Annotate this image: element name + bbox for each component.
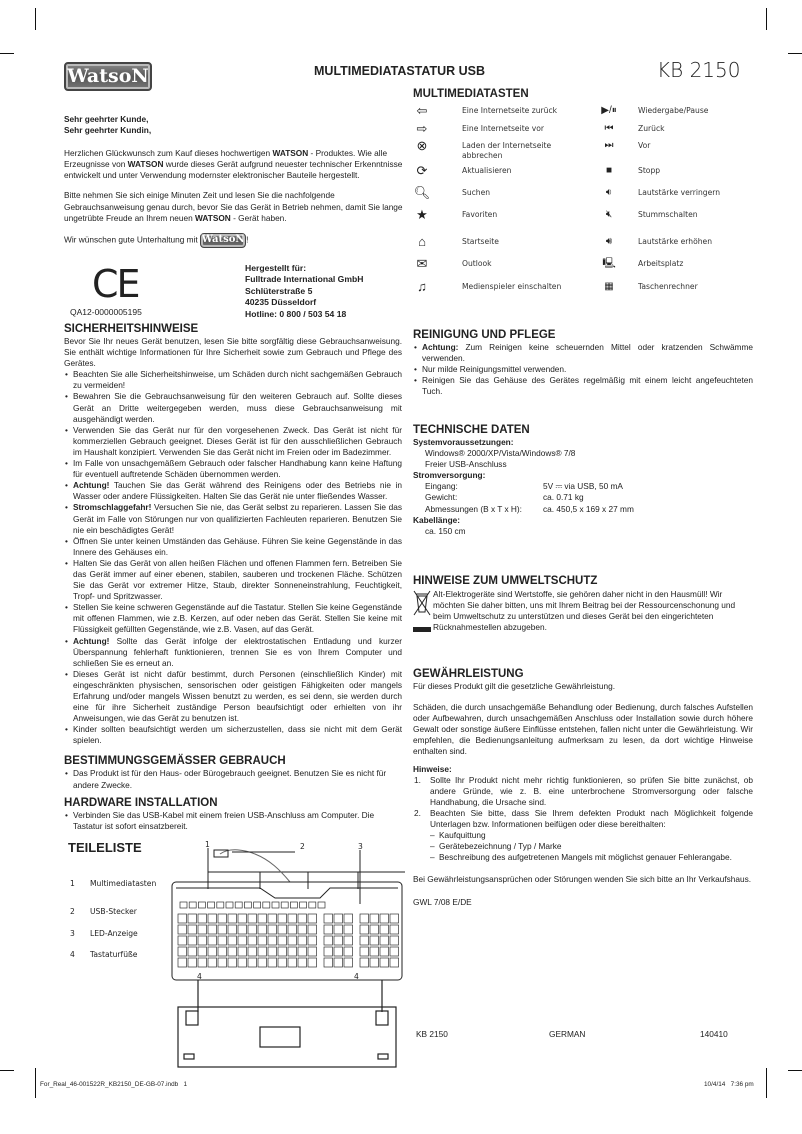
key bbox=[268, 958, 277, 967]
media-key-label: Medienspieler einschalten bbox=[462, 282, 562, 291]
key bbox=[288, 958, 297, 967]
list-item: • Stellen Sie keine schweren Gegenstände auf die Tastatur. Stellen Sie keine Gegenstände mit offenen Flammen, wie z.B. Kerzen, auf oder neben das Gerät. Stellen Sie keine mit Flüssigkeit gefüllten Gegenstände, wie z.B. Vasen, auf das Gerät. bbox=[64, 602, 402, 635]
media-key-label: Startseite bbox=[462, 237, 499, 246]
section-heading: SICHERHEITSHINWEISE bbox=[64, 323, 199, 335]
play-pause-icon: ▶/⏸ bbox=[601, 105, 617, 116]
key bbox=[198, 914, 207, 923]
media-key-label: Stummschalten bbox=[638, 210, 698, 219]
media-key-label: Stopp bbox=[638, 166, 661, 175]
key bbox=[268, 936, 277, 945]
key bbox=[218, 958, 227, 967]
list-item: • Halten Sie das Gerät von allen heißen Flächen und offenen Flammen fern. Betreiben Sie das Gerät immer auf einer ebenen, stabilen, sauberen und trockenen Fläche. Schützen Sie das Gerät vor extremer Hitze, Staub, direkter Sonneneinstrahlung, Feuchtigkeit, Tropf- und Spritzwasser. bbox=[64, 558, 402, 602]
greeting: Sehr geehrter Kunde, bbox=[64, 114, 149, 124]
left-column-flow bbox=[64, 323, 402, 1072]
key bbox=[390, 958, 399, 967]
greeting: Sehr geehrter Kundin, bbox=[64, 125, 152, 136]
list-item: • Achtung! Tauchen Sie das Gerät während des Reinigens oder des Betriebs nie in Wasser oder andere Flüssigkeiten. Halten Sie das Gerät nie unter fließendes Wasser. bbox=[64, 480, 402, 502]
key bbox=[370, 914, 379, 923]
list-item: • Nur milde Reinigungsmittel verwenden. bbox=[413, 364, 753, 375]
key bbox=[188, 958, 197, 967]
spec-label: Systemvoraussetzungen: bbox=[413, 437, 514, 447]
key bbox=[244, 902, 251, 908]
callout-label: 3 bbox=[358, 841, 363, 851]
usb-cable bbox=[220, 850, 290, 882]
key bbox=[278, 958, 287, 967]
section-heading: MULTIMEDIATASTEN bbox=[413, 88, 529, 100]
key bbox=[309, 902, 316, 908]
parts-list bbox=[64, 840, 402, 1072]
key bbox=[188, 925, 197, 934]
key bbox=[324, 914, 333, 923]
callout-label: 2 bbox=[300, 841, 305, 851]
key bbox=[360, 958, 369, 967]
safety-list bbox=[64, 369, 402, 746]
calculator-icon: ▦ bbox=[604, 281, 614, 292]
key bbox=[298, 958, 307, 967]
part-number: 4 bbox=[70, 949, 75, 959]
music-note-icon: ♫ bbox=[417, 279, 427, 294]
key bbox=[263, 902, 270, 908]
print-slug-date: 10/4/14 7:36 pm bbox=[704, 1081, 754, 1088]
part-label: Tastaturfüße bbox=[90, 949, 138, 959]
key bbox=[248, 947, 257, 956]
media-keys-table bbox=[412, 103, 757, 306]
watson-logo-small: WatsoN bbox=[200, 233, 246, 248]
crop-mark bbox=[788, 1070, 802, 1071]
key bbox=[188, 914, 197, 923]
crop-mark bbox=[788, 53, 802, 54]
key bbox=[308, 936, 317, 945]
list-item: 1. Sollte Ihr Produkt nicht mehr richtig funktionieren, so prüfen Sie bitte zunächst, ob andere Gründe, wie z. B. eine unterbrochene Stromversorgung oder falsche Handhabung, die Ursache sind. bbox=[414, 774, 753, 807]
key bbox=[308, 914, 317, 923]
part-label: Multimediatasten bbox=[90, 878, 157, 888]
section-heading: HARDWARE INSTALLATION bbox=[64, 796, 218, 809]
list-item: – Beschreibung des aufgetretenen Mangels mit möglichst genauer Fehlerangabe. bbox=[430, 852, 753, 863]
key bbox=[238, 914, 247, 923]
spec-row: Gewicht: ca. 0.71 kg bbox=[425, 492, 584, 503]
key bbox=[308, 947, 317, 956]
key bbox=[370, 958, 379, 967]
technical-data-section bbox=[413, 424, 753, 537]
callout-label: 1 bbox=[205, 839, 210, 849]
key bbox=[334, 947, 343, 956]
key bbox=[228, 936, 237, 945]
callout-label: 4 bbox=[197, 971, 202, 981]
key bbox=[324, 925, 333, 934]
stop-icon: ■ bbox=[605, 165, 613, 176]
key bbox=[344, 947, 353, 956]
key bbox=[390, 936, 399, 945]
key bbox=[238, 947, 247, 956]
key bbox=[344, 958, 353, 967]
part-number: 1 bbox=[70, 878, 75, 888]
key bbox=[318, 902, 325, 908]
media-key-label: Wiedergabe/Pause bbox=[638, 106, 709, 115]
key bbox=[288, 925, 297, 934]
footer-model: KB 2150 bbox=[416, 1029, 448, 1039]
key bbox=[238, 958, 247, 967]
key bbox=[360, 936, 369, 945]
keyboard-foot-icon bbox=[376, 1011, 388, 1025]
key bbox=[288, 947, 297, 956]
media-key-label: Laden der Internetseite abbrechen bbox=[462, 141, 552, 160]
key bbox=[208, 914, 217, 923]
key bbox=[334, 925, 343, 934]
mute-icon: 🔇︎ bbox=[605, 209, 613, 220]
wish-line: Wir wünschen gute Unterhaltung mit WatsoN ! bbox=[64, 233, 404, 248]
key bbox=[360, 925, 369, 934]
volume-up-icon: 🔊︎ bbox=[605, 236, 613, 247]
intro-paragraph: Bitte nehmen Sie sich einige Minuten Zeit und lesen Sie die nachfolgende Gebrauchsanweisung genau durch, bevor Sie das Gerät in Betrieb nehmen, damit Sie lange ungetrübte Freude an Ihrem neuen WATSON - Gerät haben. bbox=[64, 190, 403, 223]
keyboard-foot-icon bbox=[186, 1011, 198, 1025]
media-key-label: Vor bbox=[638, 141, 651, 150]
list-item: • Achtung! Sollte das Gerät infolge der elektrostatischen Entladung und kurzer Überspannung fehlerhaft funktionieren, trennen Sie es von Ihrem Computer und schließen Sie es erneut an. bbox=[64, 636, 402, 669]
star-icon: ★ bbox=[416, 207, 428, 222]
section-heading: TEILELISTE bbox=[68, 839, 142, 855]
key bbox=[300, 902, 307, 908]
section-heading: GEWÄHRLEISTUNG bbox=[413, 668, 524, 680]
key bbox=[344, 914, 353, 923]
footer-code: 140410 bbox=[700, 1029, 728, 1039]
key bbox=[380, 958, 389, 967]
search-icon: 🔍︎ bbox=[413, 185, 431, 200]
key bbox=[370, 947, 379, 956]
media-key-label: Zurück bbox=[638, 124, 665, 133]
key bbox=[298, 914, 307, 923]
key bbox=[278, 936, 287, 945]
key bbox=[360, 914, 369, 923]
key bbox=[380, 925, 389, 934]
key bbox=[188, 936, 197, 945]
media-key-label: Eine Internetseite zurück bbox=[462, 106, 558, 115]
list-item: • Kinder sollten beaufsichtigt werden um sicherzustellen, dass sie nicht mit dem Gerät spielen. bbox=[64, 724, 402, 746]
media-key-label: Favoriten bbox=[462, 210, 498, 219]
crop-mark bbox=[35, 1068, 36, 1098]
key bbox=[178, 914, 187, 923]
key bbox=[198, 947, 207, 956]
manufacturer-address: Hergestellt für: Fulltrade International GmbH Schlüterstraße 5 40235 Düsseldorf Hotline: 0 800 / 503 54 18 bbox=[245, 263, 364, 319]
key bbox=[380, 936, 389, 945]
ce-mark: CE bbox=[92, 262, 139, 306]
key bbox=[258, 936, 267, 945]
key bbox=[235, 902, 242, 908]
media-key-label: Taschenrechner bbox=[638, 282, 698, 291]
key bbox=[258, 925, 267, 934]
media-key-label: Lautstärke verringern bbox=[638, 188, 721, 197]
key bbox=[268, 925, 277, 934]
cleaning-list bbox=[413, 342, 753, 397]
key bbox=[208, 925, 217, 934]
key bbox=[298, 925, 307, 934]
key bbox=[178, 958, 187, 967]
key bbox=[218, 936, 227, 945]
part-number: 2 bbox=[70, 906, 75, 916]
forward-arrow-icon: ⇨ bbox=[416, 121, 428, 136]
key bbox=[370, 936, 379, 945]
key bbox=[228, 914, 237, 923]
key bbox=[298, 947, 307, 956]
key bbox=[360, 947, 369, 956]
media-key-label: Suchen bbox=[462, 188, 491, 197]
warranty-section bbox=[413, 668, 753, 908]
key bbox=[198, 925, 207, 934]
key bbox=[288, 936, 297, 945]
key bbox=[272, 902, 279, 908]
key bbox=[178, 947, 187, 956]
weee-bin-icon bbox=[413, 590, 431, 634]
media-key-label: Arbeitsplatz bbox=[638, 259, 684, 268]
warranty-text: Schäden, die durch unsachgemäße Behandlung oder Bedienung, durch falsches Aufstellen oder Aufbewahren, durch unsachgemäßen Anschluss oder Installation sowie durch höhere Gewalt oder sonstige äußere Einflüsse entstehen, fallen nicht unter die Gewährleistung. Wir empfehlen, die Bedienungsanleitung aufmerksam zu lesen, da dort wichtige Hinweise enthalten sind. bbox=[413, 702, 753, 757]
key bbox=[188, 947, 197, 956]
refresh-icon: ⟳ bbox=[416, 163, 428, 178]
safety-intro: Bevor Sie Ihr neues Gerät benutzen, lesen Sie bitte sorgfältig diese Gebrauchsanweisung. Sie enthält wichtige Informationen für Ihre Sicherheit sowie zum Gebrauch und Pflege des Gerätes. bbox=[64, 336, 402, 369]
key bbox=[198, 958, 207, 967]
footer-language: GERMAN bbox=[549, 1029, 586, 1039]
keyboard-illustration bbox=[170, 839, 405, 1072]
model-number: KB 2150 bbox=[657, 58, 741, 82]
spec-label: Stromversorgung: bbox=[413, 470, 486, 481]
key bbox=[344, 925, 353, 934]
section-heading: REINIGUNG UND PFLEGE bbox=[413, 329, 556, 341]
list-item: 2. Beachten Sie bitte, dass Sie Ihrem defekten Produkt nach Möglichkeit folgende Unterlagen bzw. Informationen beifügen oder diese bereithalten: bbox=[414, 807, 753, 830]
spec-row: Eingang: 5V ⎓ via USB, 50 mA bbox=[425, 481, 623, 492]
list-item: – Gerätebezeichnung / Typ / Marke bbox=[430, 841, 753, 852]
back-arrow-icon: ⇦ bbox=[416, 103, 428, 118]
key bbox=[308, 958, 317, 967]
warranty-code: GWL 7/08 E/DE bbox=[413, 896, 472, 907]
computer-icon: 🖳 bbox=[602, 258, 616, 269]
warranty-text: Bei Gewährleistungsansprüchen oder Störungen wenden Sie sich bitte an Ihr Verkaufshaus. bbox=[413, 874, 752, 885]
print-slug-file: For_Real_46-001522R_KB2150_DE-GB-07.indb 1 bbox=[40, 1081, 188, 1088]
list-item: • Verbinden Sie das USB-Kabel mit einem freien USB-Anschluss am Computer. Die Tastatur ist sofort einsatzbereit. bbox=[64, 810, 402, 832]
list-item: • Öffnen Sie unter keinen Umständen das Gehäuse. Führen Sie keine Gegenstände in das Innere des Gehäuses ein. bbox=[64, 536, 402, 558]
part-label: USB-Stecker bbox=[90, 906, 137, 916]
list-item: • Dieses Gerät ist nicht dafür bestimmt, durch Personen (einschließlich Kinder) mit eingeschränkten physischen, sensorischen oder geistigen Fähigkeiten oder mangels Erfahrung und/oder mangels Wissen benutzt zu werden, es sei denn, sie werden durch eine für ihre Sicherheit zuständige Person beaufsichtigt oder erhielten von ihr Anweisungen, wie das Gerät zu benutzen ist. bbox=[64, 669, 402, 724]
list-item: • Stromschlaggefahr! Versuchen Sie nie, das Gerät selbst zu reparieren. Lassen Sie das Gerät im Falle von Störungen nur von qualifizierten Fachleuten reparieren. Benutzen Sie nie ein beschädigtes Gerät! bbox=[64, 502, 402, 535]
home-icon: ⌂ bbox=[418, 234, 426, 249]
key bbox=[218, 925, 227, 934]
volume-down-icon: 🔉︎ bbox=[605, 187, 613, 198]
intro-section bbox=[64, 114, 404, 248]
watson-logo: WatsoN bbox=[64, 62, 152, 91]
key bbox=[334, 958, 343, 967]
section-heading: BESTIMMUNGSGEMÄSSER GEBRAUCH bbox=[64, 755, 286, 768]
previous-track-icon: ⏮ bbox=[604, 123, 614, 134]
key bbox=[258, 958, 267, 967]
key bbox=[226, 902, 233, 908]
key bbox=[278, 947, 287, 956]
section-heading: TECHNISCHE DATEN bbox=[413, 424, 530, 436]
next-track-icon: ⏭ bbox=[604, 140, 614, 151]
stop-loading-icon: ⊗ bbox=[416, 138, 428, 153]
key bbox=[238, 925, 247, 934]
key bbox=[238, 936, 247, 945]
key bbox=[258, 947, 267, 956]
crop-mark bbox=[766, 1068, 767, 1098]
key bbox=[208, 936, 217, 945]
key bbox=[324, 958, 333, 967]
key bbox=[228, 947, 237, 956]
spec-value: ca. 150 cm bbox=[425, 525, 466, 536]
key bbox=[208, 902, 215, 908]
key bbox=[248, 914, 257, 923]
crop-mark bbox=[0, 1070, 14, 1071]
media-key-label: Lautstärke erhöhen bbox=[638, 237, 713, 246]
crop-mark bbox=[766, 8, 767, 30]
media-key-label: Outlook bbox=[462, 259, 492, 268]
key bbox=[178, 936, 187, 945]
key bbox=[278, 925, 287, 934]
key bbox=[334, 936, 343, 945]
key bbox=[180, 902, 187, 908]
key bbox=[258, 914, 267, 923]
key bbox=[198, 902, 205, 908]
callout-label: 4 bbox=[354, 971, 359, 981]
key bbox=[288, 914, 297, 923]
key bbox=[268, 914, 277, 923]
list-item: • Im Falle von unsachgemäßem Gebrauch oder falscher Handhabung kann keine Haftung für eventuell auftretende Schäden übernommen werden. bbox=[64, 458, 402, 480]
section-heading: HINWEISE ZUM UMWELTSCHUTZ bbox=[413, 575, 598, 587]
key bbox=[198, 936, 207, 945]
crop-mark bbox=[35, 8, 36, 30]
list-item: – Kaufquittung bbox=[430, 830, 753, 841]
key bbox=[281, 902, 288, 908]
key bbox=[208, 947, 217, 956]
spec-value: Freier USB-Anschluss bbox=[425, 459, 507, 470]
key bbox=[290, 902, 297, 908]
part-number: 3 bbox=[70, 928, 75, 938]
key bbox=[248, 925, 257, 934]
key bbox=[189, 902, 196, 908]
list-item: • Achtung: Zum Reinigen keine scheuernden Mittel oder kratzenden Schwämme verwenden. bbox=[413, 342, 753, 364]
key bbox=[228, 925, 237, 934]
key bbox=[278, 914, 287, 923]
qa-code: QA12-0000005195 bbox=[70, 307, 142, 317]
key bbox=[218, 914, 227, 923]
spec-value: Windows® 2000/XP/Vista/Windows® 7/8 bbox=[425, 448, 576, 459]
list-item: • Beachten Sie alle Sicherheitshinweise, um Schäden durch nicht sachgemäßen Gebrauch zu vermeiden! bbox=[64, 369, 402, 391]
key bbox=[324, 947, 333, 956]
key bbox=[217, 902, 224, 908]
list-item: • Reinigen Sie das Gehäuse des Gerätes regelmäßig mit einem leicht angefeuchteten Tuch. bbox=[413, 375, 753, 397]
key bbox=[308, 925, 317, 934]
part-label: LED-Anzeige bbox=[90, 928, 138, 938]
key bbox=[178, 925, 187, 934]
key bbox=[218, 947, 227, 956]
intro-paragraph: Herzlichen Glückwunsch zum Kauf dieses hochwertigen WATSON - Produktes. Wie alle Erzeugnisse von WATSON wurde dieses Gerät aufgrund neuester technischer Erkenntnisse entwickelt und unter Verwendung modernster elektronischer Bauteile hergestellt. bbox=[64, 148, 403, 181]
key bbox=[390, 925, 399, 934]
key bbox=[248, 936, 257, 945]
key bbox=[370, 925, 379, 934]
notes-label: Hinweise: bbox=[413, 763, 452, 774]
warranty-text: Für dieses Produkt gilt die gesetzliche Gewährleistung. bbox=[413, 681, 615, 691]
cleaning-section bbox=[413, 329, 753, 397]
key bbox=[334, 914, 343, 923]
crop-mark bbox=[0, 53, 14, 54]
key bbox=[324, 936, 333, 945]
key bbox=[380, 947, 389, 956]
list-item: • Verwenden Sie das Gerät nur für den vorgesehenen Zweck. Das Gerät ist nicht für kommerziellen Gebrauch geeignet. Dieses Gerät ist für den ausschließlichen Gebrauch im Haushalt konzipiert. Verwenden Sie das Gerät nicht im Freien oder im Badezimmer. bbox=[64, 425, 402, 458]
media-key-label: Eine Internetseite vor bbox=[462, 124, 545, 133]
mail-icon: ✉ bbox=[416, 256, 428, 271]
document-title: MULTIMEDIATASTATUR USB bbox=[314, 64, 486, 78]
media-key-label: Aktualisieren bbox=[462, 166, 512, 175]
list-item: • Bewahren Sie die Gebrauchsanweisung für den weiteren Gebrauch auf. Sollte dieses Gerät an Dritte weitergegeben werden, muss diese Gebrauchsanweisung mit ausgehändigt werden. bbox=[64, 391, 402, 424]
spec-label: Kabellänge: bbox=[413, 514, 461, 525]
key bbox=[228, 958, 237, 967]
key bbox=[248, 958, 257, 967]
spec-row: Abmessungen (B x T x H): ca. 450,5 x 169 x 27 mm bbox=[425, 503, 634, 514]
keyboard-bottom-view bbox=[178, 1007, 396, 1067]
key bbox=[208, 958, 217, 967]
key bbox=[380, 914, 389, 923]
key bbox=[390, 947, 399, 956]
environment-text: Alt-Elektrogeräte sind Wertstoffe, sie gehören daher nicht in den Hausmüll! Wir möchten Sie daher bitten, uns mit Ihrem Beitrag bei der Ressourcenschonung und beim Umweltschutz zu unterstützen und dieses Gerät bei den eingerichteten Rücknahmestellen abzugeben. bbox=[433, 589, 736, 633]
key bbox=[390, 914, 399, 923]
key bbox=[298, 936, 307, 945]
key bbox=[344, 936, 353, 945]
key bbox=[268, 947, 277, 956]
key bbox=[254, 902, 261, 908]
list-item: • Das Produkt ist für den Haus- oder Bürogebrauch geeignet. Benutzen Sie es nicht für andere Zwecke. bbox=[64, 768, 402, 790]
